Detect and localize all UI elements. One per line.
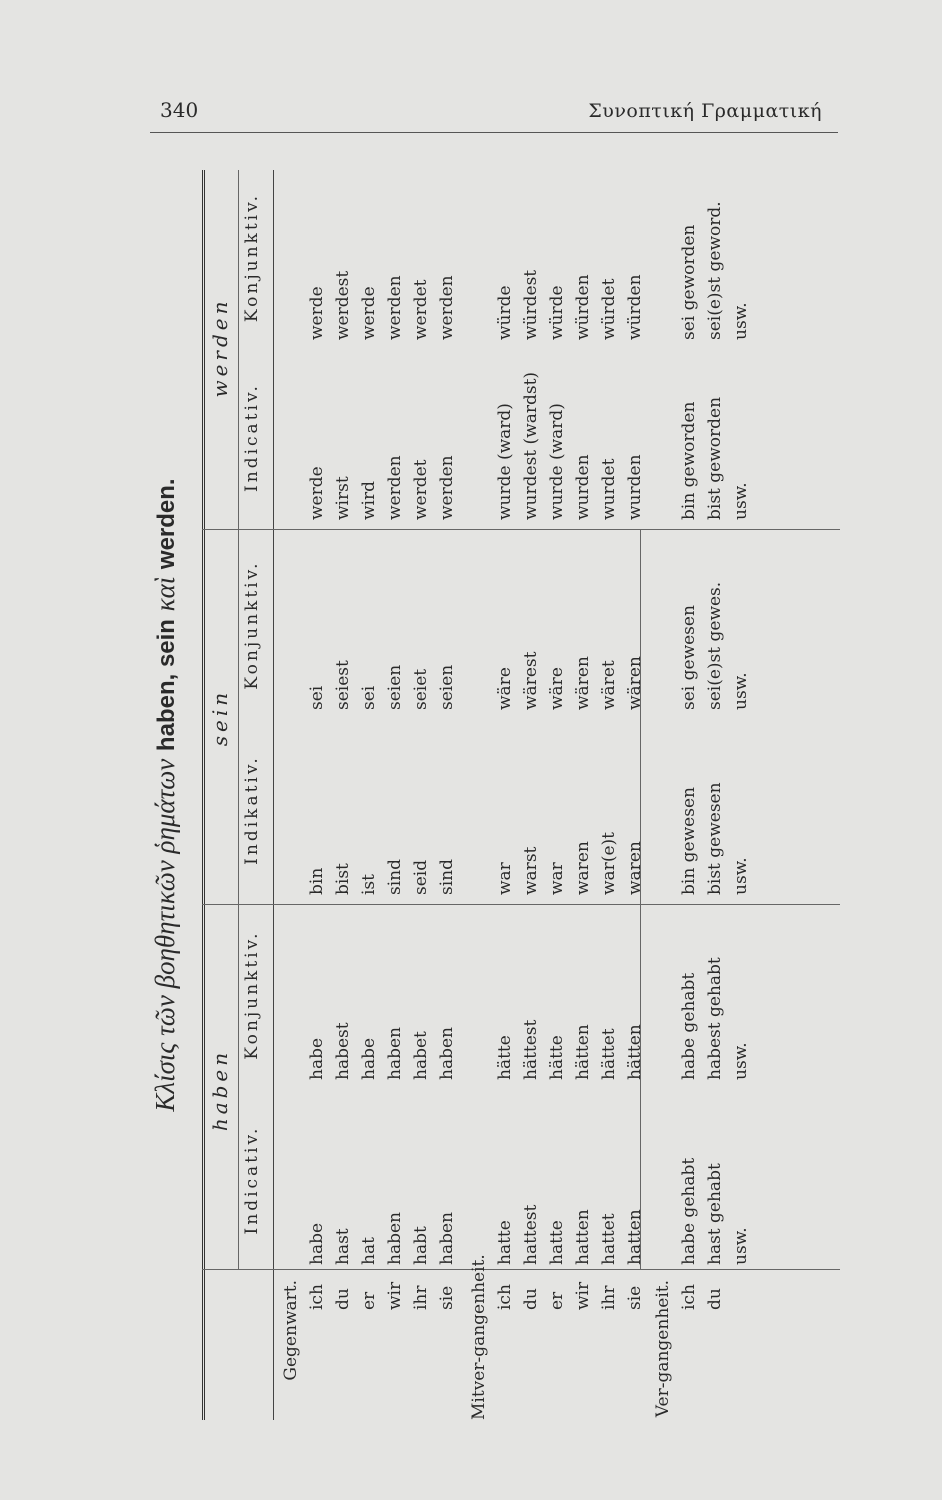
tense-label: Ver-gangenheit. [653,1280,673,1418]
werden-ind-form: wurden [625,454,645,520]
haben-konj-form: hätten [625,1024,645,1080]
haben-ind-form: hatte [547,1220,567,1265]
werden-konj-form: würdest [521,269,541,340]
werden-konj-form: werde [307,286,327,340]
column-rule [202,1269,840,1270]
werden-ind-form: wurde (ward) [547,403,567,520]
werden-konj-form: würden [625,274,645,340]
haben-ind-form: usw. [731,1227,751,1265]
haben-konj-form: habe gehabt [679,972,699,1080]
pronoun: sie [437,1285,457,1310]
werden-konj-form: würdet [599,278,619,340]
tense-label: Gegenwart. [281,1280,301,1381]
werden-konj-form: würden [573,274,593,340]
sein-ind-form: bist gewesen [705,782,725,895]
werden-konj-form: werden [437,275,457,340]
pronoun: du [521,1288,541,1310]
haben-konj-form: hättest [521,1019,541,1080]
pronoun: ich [679,1284,699,1310]
haben-konj-header: Konjunktiv. [242,930,262,1060]
column-rule [202,904,840,905]
pronoun: ich [307,1284,327,1310]
pronoun: ich [495,1284,515,1310]
werden-konj-header: Konjunktiv. [242,192,262,323]
haben-ind-form: habe gehabt [679,1157,699,1265]
sein-konj-form: seiet [411,668,431,710]
haben-ind-form: hast [333,1228,353,1265]
haben-ind-form: hatte [495,1220,515,1265]
title-latin: haben, sein [153,619,180,752]
sein-konj-form: seien [385,664,405,710]
werden-konj-form: sei(e)st geword. [705,201,725,340]
haben-ind-form: hast gehabt [705,1163,725,1265]
werden-konj-form: werden [385,275,405,340]
sein-ind-form: warst [521,846,541,895]
pronoun: er [547,1291,567,1310]
title-conjunction: καὶ [150,576,180,612]
sein-ind-form: waren [573,841,593,895]
conjugation-table [150,170,840,1420]
haben-konj-form: hätte [495,1035,515,1080]
haben-ind-form: haben [437,1212,457,1265]
werden-konj-form: werde [359,286,379,340]
sein-konj-form: wären [573,656,593,710]
row-rule [640,530,641,1270]
title-greek: Κλίσις τῶν βοηθητικῶν ῥημάτων [150,758,180,1112]
sein-konj-form: usw. [731,672,751,710]
column-rule [202,529,840,530]
werden-ind-form: werden [437,455,457,520]
sein-konj-form: sei(e)st gewes. [705,581,725,710]
werden-konj-form: usw. [731,302,751,340]
title-latin-2: werden. [153,478,180,570]
sein-konj-form: wäre [495,667,515,710]
pronoun: er [359,1291,379,1310]
pronoun: wir [385,1281,405,1310]
sein-ind-form: ist [359,874,379,895]
werden-konj-form: würde [547,285,567,340]
page-header [0,0,942,140]
sein-konj-form: wäre [547,667,567,710]
werden-ind-form: wurdest (wardst) [521,371,541,520]
werden-ind-form: werde [307,466,327,520]
haben-konj-form: habet [411,1031,431,1080]
werden-ind-header: Indicativ. [242,383,262,492]
sein-ind-form: sind [385,859,405,895]
werden-ind-form: werden [385,455,405,520]
sein-konj-form: wären [625,656,645,710]
page-number: 340 [160,98,199,122]
sein-ind-form: war [495,862,515,895]
haben-ind-form: hattet [599,1213,619,1265]
sein-ind-form: usw. [731,857,751,895]
pronoun: wir [573,1281,593,1310]
verb-header-sein: sein [208,688,232,747]
sein-ind-form: war(e)t [599,832,619,895]
sein-konj-form: sei gewesen [679,605,699,710]
pronoun: ihr [411,1285,431,1310]
werden-ind-form: wirst [333,476,353,520]
haben-konj-form: usw. [731,1042,751,1080]
sein-ind-form: bin [307,867,327,895]
sein-ind-form: bist [333,863,353,895]
sein-konj-header: Konjunktiv. [242,560,262,690]
werden-ind-form: wurde (ward) [495,403,515,520]
verb-header-haben: haben [208,1048,232,1132]
haben-konj-form: habest [333,1022,353,1080]
sein-ind-form: seid [411,859,431,895]
haben-konj-form: habe [359,1037,379,1080]
sein-ind-form: waren [625,841,645,895]
haben-ind-header: Indicativ. [242,1125,262,1235]
pronoun: du [333,1288,353,1310]
sein-ind-form: war [547,862,567,895]
werden-ind-form: usw. [731,482,751,520]
werden-ind-form: wurden [573,454,593,520]
werden-konj-form: werdet [411,279,431,340]
sein-ind-form: bin gewesen [679,787,699,895]
pronoun-list [304,1274,457,1310]
haben-ind-form: haben [385,1212,405,1265]
haben-ind-form: hat [359,1237,379,1265]
tense-label: Mitver-gangenheit. [469,1254,489,1420]
werden-ind-form: wird [359,481,379,520]
header-rule [150,132,838,133]
pronoun: sie [625,1285,645,1310]
table-header-rule [273,170,274,1420]
werden-ind-form: werdet [411,459,431,520]
haben-ind-form: hatten [625,1209,645,1265]
sein-konj-form: wärest [521,651,541,710]
pronoun: ihr [599,1285,619,1310]
haben-ind-form: hattest [521,1204,541,1265]
verb-header-werden: werden [208,297,232,398]
sein-konj-form: seiest [333,660,353,710]
sein-ind-form: sind [437,859,457,895]
haben-konj-form: hätten [573,1024,593,1080]
werden-ind-form: bin geworden [679,401,699,520]
haben-konj-form: hättet [599,1028,619,1080]
sein-konj-form: wäret [599,660,619,710]
running-head: Συνοπτική Γραμματική [588,100,822,122]
sein-konj-form: sei [307,685,327,710]
werden-ind-form: wurdet [599,458,619,520]
sein-konj-form: sei [359,685,379,710]
werden-konj-form: werdest [333,270,353,340]
werden-konj-form: sei geworden [679,224,699,340]
table-title [150,170,194,1420]
haben-konj-form: habest gehabt [705,957,725,1080]
werden-ind-form: bist geworden [705,396,725,520]
sein-konj-form: seien [437,664,457,710]
haben-konj-form: haben [385,1027,405,1080]
sein-ind-header: Indikativ. [242,755,262,865]
haben-konj-form: haben [437,1027,457,1080]
pronoun: du [705,1288,725,1310]
haben-ind-form: habe [307,1222,327,1265]
werden-konj-form: würde [495,285,515,340]
haben-konj-form: hätte [547,1035,567,1080]
haben-konj-form: habe [307,1037,327,1080]
haben-ind-form: habt [411,1226,431,1265]
table-top-rule [202,170,205,1420]
verb-subheader-rule [238,170,239,1270]
haben-ind-form: hatten [573,1209,593,1265]
